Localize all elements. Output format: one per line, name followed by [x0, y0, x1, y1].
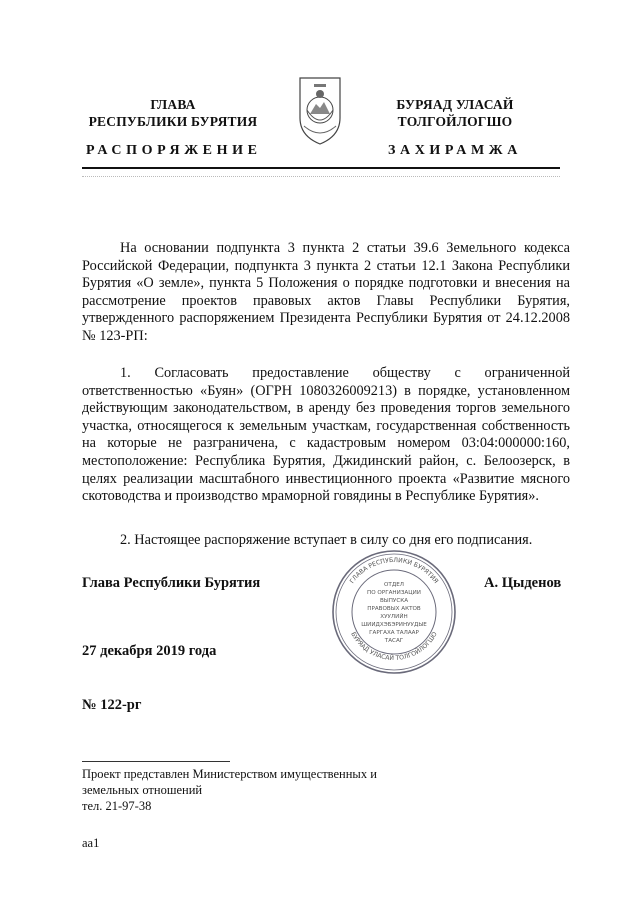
footer-line-1: Проект представлен Министерством имущественных и: [82, 767, 377, 781]
stamp-inner-line: ПРАВОВЫХ АКТОВ: [367, 606, 421, 612]
signatory-name: А. Цыденов: [484, 575, 562, 591]
footer-line-2: земельных отношений: [82, 783, 203, 797]
item-2-paragraph: 2. Настоящее распоряжение вступает в силу со дня его подписания.: [120, 532, 533, 548]
document-date: 27 декабря 2019 года: [82, 643, 217, 659]
doc-type-russian: РАСПОРЯЖЕНИЕ: [86, 143, 262, 158]
stamp-inner-line: ШИИДХЭБЭРИНУУДЫЕ: [361, 622, 427, 628]
stamp-inner-line: ГАРГАХА ТАЛААР: [369, 630, 419, 636]
doc-type-buryat: ЗАХИРАМЖА: [388, 143, 522, 158]
stamp-inner-line: ВЫПУСКА: [379, 598, 409, 604]
stamp-outer-bottom-text: БУРЯАД УЛАСАЙ ТОЛГОЙЛОГШО: [349, 630, 439, 663]
item-1-paragraph: 1. Согласовать предоставление обществу с ограниченной ответственностью «Буян» (ОГРН 1080326009213) в порядке, установленном действующим законодательством, в аренду без проведения торгов земельного участка, относящегося к земельным участкам, государственная собственность на которые не разграничена, с кадастровым номером 03:04:000000:160, местоположение: Республика Бурятия, Джидинский район, с. Белоозерск, в целях реализации масштабного инвестиционного проекта «Развитие мясного скотоводства и производство мраморной говядины в Республике Бурятия».: [82, 365, 570, 505]
preamble-paragraph: На основании подпункта 3 пункта 2 статьи 39.6 Земельного кодекса Российской Федерации, подпункта 3 пункта 2 статьи 12.1 Закона Республики Бурятия «О земле», пункта 5 Положения о порядке подготовки и внесения на рассмотрение проектов правовых актов Главы Республики Бурятия, утвержденного распоряжением Президента Республики Бурятия от 24.12.2008 № 123-РП:: [82, 240, 570, 344]
official-stamp: [330, 548, 458, 676]
stamp-inner-line: ХУУЛИЙН: [380, 614, 408, 620]
signatory-title: Глава Республики Бурятия: [82, 575, 261, 591]
coat-of-arms-emblem: [296, 74, 344, 146]
document-code: аа1: [82, 836, 100, 850]
stamp-inner-line: ОТДЕЛ: [384, 582, 404, 588]
header-right-line2: ТОЛГОЙЛОГШО: [397, 114, 513, 129]
stamp-outer-top-text: ГЛАВА РЕСПУБЛИКИ БУРЯТИЯ: [348, 556, 440, 585]
header-right-line1: БУРЯАД УЛАСАЙ: [396, 97, 514, 112]
stamp-inner-line: ТАСАГ: [384, 638, 404, 644]
footer-phone: тел. 21-97-38: [82, 799, 152, 813]
header-dotted-line: [82, 176, 560, 177]
footer-divider: [82, 761, 230, 762]
header-right: [360, 96, 550, 130]
header-left: [78, 96, 268, 130]
svg-text:ГЛАВА РЕСПУБЛИКИ БУРЯТИЯ: [349, 557, 440, 585]
header-left-line2: РЕСПУБЛИКИ БУРЯТИЯ: [88, 114, 258, 129]
stamp-inner-line: ПО ОРГАНИЗАЦИИ: [367, 590, 421, 596]
document-number: № 122-рг: [82, 697, 142, 713]
header-left-line1: ГЛАВА: [150, 97, 196, 112]
header-divider: [82, 167, 560, 169]
